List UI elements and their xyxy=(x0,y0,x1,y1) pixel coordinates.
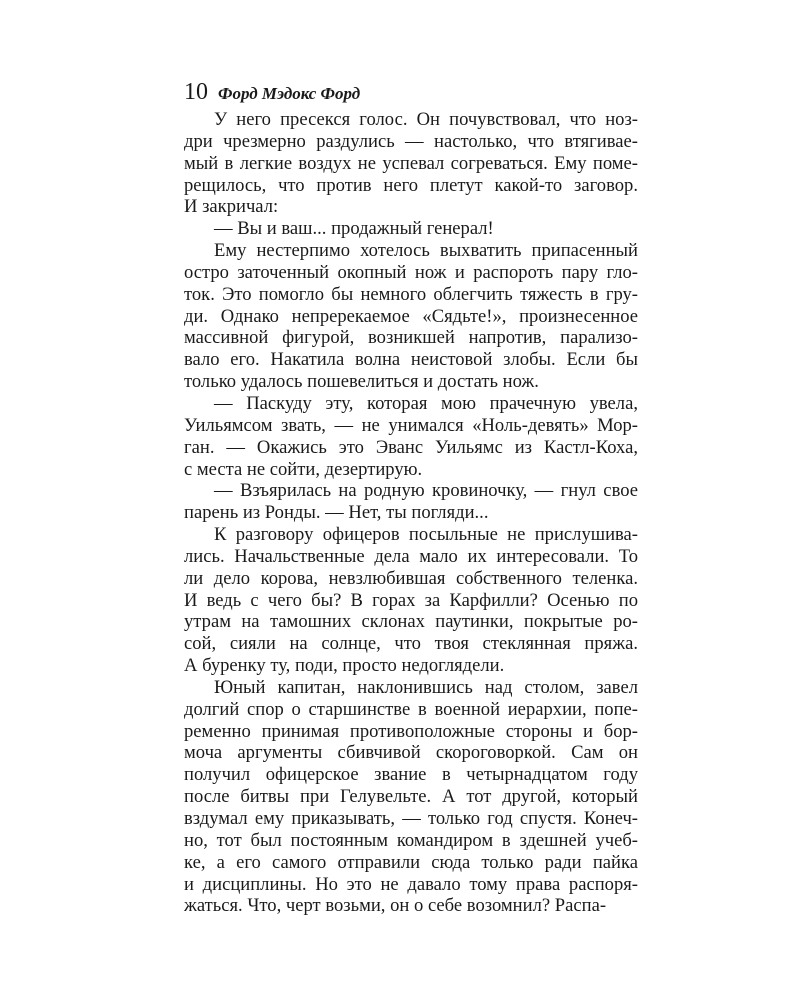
text-line: парень из Ронды. — Нет, ты погляди... xyxy=(184,502,489,524)
text-line: массивной фигурой, возникшей напротив, парализо- xyxy=(184,327,638,349)
text-line: только удалось пошевелиться и достать нож. xyxy=(184,371,539,393)
text-line: Ему нестерпимо хотелось выхватить припасенный xyxy=(214,240,638,262)
text-line: ке, а его самого отправили сюда только ради пайка xyxy=(184,851,638,873)
text-line: мый в легкие воздух не успевал согреваться. Ему поме- xyxy=(184,152,638,174)
text-line: Уильямсом звать, — не унимался «Ноль-девять» Мор- xyxy=(184,414,638,436)
text-line: ди. Однако непререкаемое «Сядьте!», произнесенное xyxy=(184,305,638,327)
text-line: Юный капитан, наклонившись над столом, завел xyxy=(214,676,638,698)
page-number: 10 xyxy=(184,79,208,105)
text-line: долгий спор о старшинстве в военной иерархии, попе- xyxy=(184,698,638,720)
paragraph xyxy=(184,524,638,677)
text-line: ременно принимая противоположные стороны и бор- xyxy=(184,720,638,742)
paragraph xyxy=(184,480,638,524)
text-line: А буренку ту, поди, просто недоглядели. xyxy=(184,655,505,677)
text-line: — Взъярилась на родную кровиночку, — гнул свое xyxy=(214,480,638,502)
text-line: К разговору офицеров посыльные не прислушива- xyxy=(214,524,638,546)
text-line: моча аргументы сбивчивой скороговоркой. Сам он xyxy=(184,742,638,764)
text-line: с места не сойти, дезертирую. xyxy=(184,458,423,480)
text-line: И закричал: xyxy=(184,196,279,218)
text-line: получил офицерское звание в четырнадцатом году xyxy=(184,764,638,786)
text-line: ган. — Окажись это Эванс Уильямс из Кастл-Коха, xyxy=(184,436,638,458)
text-line: И ведь с чего бы? В горах за Карфилли? Осенью по xyxy=(184,589,638,611)
text-line: рещилось, что против него плетут какой-то заговор. xyxy=(184,174,638,196)
paragraph xyxy=(184,240,638,393)
text-line: вало его. Накатила волна неистовой злобы. Если бы xyxy=(184,349,638,371)
text-line: сой, сияли на солнце, что твоя стеклянная пряжа. xyxy=(184,633,638,655)
text-line: лись. Начальственные дела мало их интересовали. То xyxy=(184,545,638,567)
text-line: — Вы и ваш... продажный генерал! xyxy=(214,218,494,240)
body-text xyxy=(184,109,638,917)
running-head xyxy=(184,76,638,108)
text-line: остро заточенный окопный нож и распороть пару гло- xyxy=(184,261,638,283)
text-line: — Паскуду эту, которая мою прачечную увела, xyxy=(214,392,638,414)
book-page xyxy=(184,76,638,917)
paragraph xyxy=(184,393,638,480)
paragraph xyxy=(184,677,638,917)
text-line: вздумал ему приказывать, — только год спустя. Конеч- xyxy=(184,808,638,829)
text-line: жаться. Что, черт возьми, он о себе возомнил? Распа- xyxy=(184,895,607,917)
text-line: утрам на тамошних склонах паутинки, покрытые ро- xyxy=(184,611,638,633)
text-line: ток. Это помогло бы немного облегчить тяжесть в гру- xyxy=(184,283,638,305)
book-author: Форд Мэдокс Форд xyxy=(218,84,361,103)
paragraph xyxy=(184,109,638,218)
text-line: ли дело корова, невзлюбившая собственного теленка. xyxy=(184,567,638,589)
text-line: после битвы при Гелувельте. А тот другой, который xyxy=(184,786,638,808)
paragraph xyxy=(184,218,638,240)
text-line: но, тот был постоянным командиром в здешней учеб- xyxy=(184,829,638,851)
text-line: и дисциплины. Но это не давало тому права распоря- xyxy=(184,873,638,895)
text-line: У него пресекся голос. Он почувствовал, что ноз- xyxy=(214,109,638,130)
text-line: дри чрезмерно раздулись — настолько, что втягивае- xyxy=(184,130,638,152)
